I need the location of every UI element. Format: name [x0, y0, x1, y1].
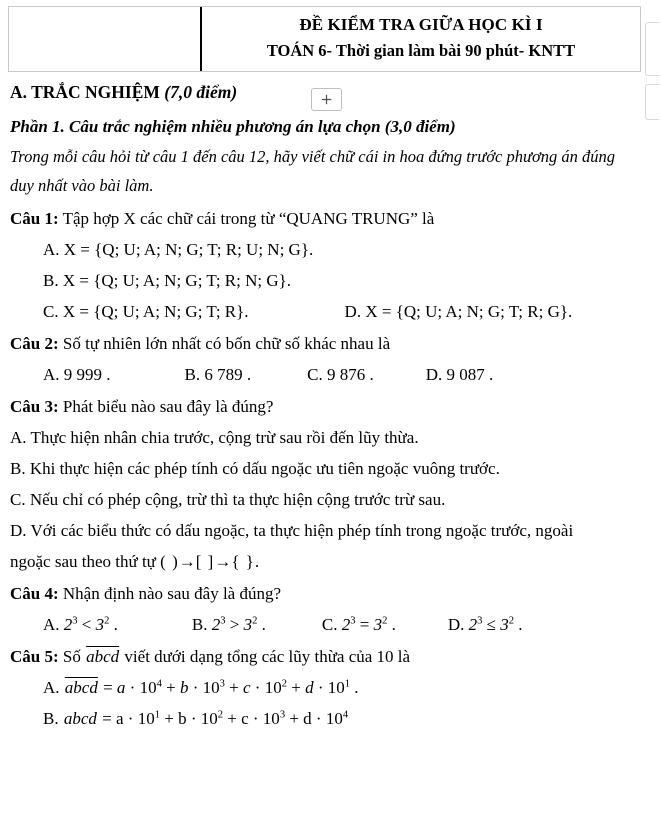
q5-a-end: . — [350, 677, 359, 697]
q5-a-equals: = — [98, 677, 117, 697]
q5-a-t2-coef: b — [179, 677, 189, 697]
q5-b-plus3: + — [285, 709, 304, 726]
opt-d-base1: 2 — [468, 614, 478, 634]
exam-subtitle: TOÁN 6- Thời gian làm bài 90 phút- KNTT — [266, 41, 576, 60]
q5-a-t1-base: 10 — [139, 677, 157, 697]
question-3-option-d-period: . — [254, 551, 260, 571]
header-cell-school — [9, 7, 202, 71]
question-4-option-a — [43, 616, 118, 633]
exam-body — [0, 72, 661, 726]
question-3-option-a: A. Thực hiện nhân chia trước, cộng trừ sau rồi đến lũy thừa. — [10, 427, 419, 447]
bracket-square: [ ] — [195, 551, 215, 571]
opt-c-base1: 2 — [341, 614, 351, 634]
part1-heading — [0, 118, 661, 135]
q5-a-t2-base: 10 — [202, 677, 220, 697]
question-4-text: Nhận định nào sau đây là đúng? — [58, 583, 282, 603]
q5-a-plus2: + — [224, 677, 243, 697]
opt-c-exp1: 3 — [350, 614, 356, 626]
question-4-stem — [0, 585, 661, 602]
question-1-options-cd — [0, 303, 661, 320]
opt-d-rel: ≤ — [482, 614, 501, 634]
q5-a-t1-coef: a — [116, 677, 126, 697]
question-2-option-b: B. 6 789 . — [184, 364, 252, 384]
section-a-points: (7,0 điểm) — [164, 82, 238, 102]
overline-variable-abcd: abcd — [86, 646, 120, 666]
question-3-option-d-line2 — [0, 553, 661, 570]
question-2-label: Câu 2: — [10, 333, 59, 353]
q5-b-plus2: + — [223, 709, 242, 726]
opt-b-rel: > — [225, 614, 244, 634]
question-1-option-d: D. X = {Q; U; A; N; G; T; R; G}. — [344, 301, 573, 321]
question-4-option-b — [192, 616, 266, 633]
section-a-heading — [0, 84, 661, 102]
question-1-label: Câu 1: — [10, 208, 59, 228]
question-2-stem — [0, 335, 661, 352]
q5-a-t1-exp: 4 — [156, 677, 162, 689]
opt-a-rel: < — [77, 614, 96, 634]
question-4-option-d — [448, 616, 523, 633]
bracket-round: ( ) — [160, 551, 179, 571]
question-1-option-a: A. X = {Q; U; A; N; G; T; R; U; N; G}. — [43, 239, 314, 259]
instruction-line-1: Trong mỗi câu hỏi từ câu 1 đến câu 12, hãy viết chữ cái in hoa đứng trước phương án đúng — [10, 146, 616, 166]
q5-b-t4-exp: 4 — [342, 709, 349, 720]
question-3-stem — [0, 398, 661, 415]
opt-d-suffix: . — [514, 614, 523, 634]
q5-b-equals: = — [97, 709, 116, 726]
q5-a-t3-coef: c — [242, 677, 251, 697]
question-2-option-a: A. 9 999 . — [43, 364, 111, 384]
instruction-line-2: duy nhất vào bài làm. — [10, 176, 154, 195]
question-5-label: Câu 5: — [10, 646, 59, 666]
question-4-option-c — [322, 616, 396, 633]
q5-a-t4-dot: · — [313, 677, 328, 697]
question-2-option-d: D. 9 087 . — [425, 364, 494, 384]
q5-a-plus3: + — [286, 677, 306, 697]
question-1-stem — [0, 210, 661, 227]
question-1-text: Tập hợp X các chữ cái trong từ “QUANG TRUNG” là — [58, 208, 435, 228]
question-2-options — [0, 366, 661, 383]
question-5-text-after: viết dưới dạng tổng các lũy thừa của 10 là — [120, 646, 411, 666]
q5-a-t3-base: 10 — [264, 677, 282, 697]
opt-a-base2: 3 — [95, 614, 105, 634]
q5-b-t1-exp: 1 — [154, 709, 160, 720]
part1-points: (3,0 điểm) — [384, 116, 456, 136]
arrow-icon-1: → — [178, 551, 196, 571]
question-4-options — [0, 616, 661, 633]
q5-a-t4-coef: d — [305, 677, 314, 697]
q5-b-plus1: + — [159, 709, 179, 726]
q5-a-t4-base: 10 — [327, 677, 345, 697]
q5-b-prefix: B. — [43, 709, 63, 726]
q5-a-t3-dot: · — [250, 677, 265, 697]
opt-a-base1: 2 — [63, 614, 73, 634]
question-2-option-c: C. 9 876 . — [307, 364, 374, 384]
question-1-option-b: B. X = {Q; U; A; N; G; T; R; N; G}. — [43, 270, 292, 290]
q5-a-t4-exp: 1 — [344, 677, 350, 689]
question-5-stem — [0, 648, 661, 665]
opt-c-rel: = — [355, 614, 374, 634]
opt-b-base1: 2 — [211, 614, 221, 634]
opt-b-exp2: 2 — [252, 614, 258, 626]
q5-b-t1: a · 10 — [115, 709, 155, 726]
question-3-option-d-prefix: ngoặc sau theo thứ tự — [10, 551, 161, 571]
question-4-label: Câu 4: — [10, 583, 59, 603]
q5-a-t1-dot: · — [125, 677, 140, 697]
q5-a-overline-var: abcd — [64, 677, 98, 697]
question-3-option-b: B. Khi thực hiện các phép tính có dấu ngoặc ưu tiên ngoặc vuông trước. — [10, 458, 500, 478]
header-cell-title — [202, 7, 640, 71]
q5-a-t2-exp: 3 — [219, 677, 225, 689]
question-2-text: Số tự nhiên lớn nhất có bốn chữ số khác nhau là — [58, 333, 391, 353]
q5-a-t3-exp: 2 — [281, 677, 287, 689]
opt-a-suffix: . — [109, 614, 118, 634]
question-3-option-d-line1: D. Với các biểu thức có dấu ngoặc, ta thực hiện phép tính trong ngoặc trước, ngoài — [10, 520, 574, 540]
q5-b-t4: d · 10 — [303, 709, 343, 726]
opt-d-prefix: D. — [447, 614, 469, 634]
question-5-option-a — [0, 679, 661, 696]
question-3-text: Phát biểu nào sau đây là đúng? — [58, 396, 274, 416]
exam-title: ĐỀ KIỂM TRA GIỮA HỌC KÌ I — [299, 15, 543, 34]
q5-b-t3-exp: 3 — [279, 709, 286, 720]
opt-d-base2: 3 — [500, 614, 509, 634]
q5-a-plus1: + — [161, 677, 180, 697]
opt-b-prefix: B. — [191, 614, 212, 634]
q5-a-t2-dot: · — [188, 677, 203, 697]
question-3-option-c: C. Nếu chỉ có phép cộng, trừ thì ta thực hiện cộng trước trừ sau. — [10, 489, 446, 509]
arrow-icon-2: → — [214, 551, 232, 571]
side-panel-chip-top — [645, 22, 659, 76]
opt-a-exp1: 3 — [72, 614, 78, 626]
opt-c-base2: 3 — [373, 614, 383, 634]
opt-c-prefix: C. — [321, 614, 342, 634]
bracket-curly: { } — [231, 551, 255, 571]
q5-b-t3: c · 10 — [241, 709, 280, 726]
opt-c-suffix: . — [387, 614, 396, 634]
opt-b-exp1: 3 — [220, 614, 226, 626]
opt-a-prefix: A. — [43, 614, 64, 634]
question-3-label: Câu 3: — [10, 396, 59, 416]
opt-d-exp1: 3 — [477, 614, 483, 626]
exam-header-table — [8, 6, 641, 72]
q5-b-t2-exp: 2 — [217, 709, 223, 720]
opt-c-exp2: 2 — [382, 614, 388, 626]
part1-label: Phần 1. Câu trắc nghiệm nhiều phương án lựa chọn — [10, 116, 385, 136]
opt-b-base2: 3 — [243, 614, 253, 634]
opt-b-suffix: . — [257, 614, 266, 634]
question-5-option-b-clipped — [0, 710, 661, 726]
question-1-option-c: C. X = {Q; U; A; N; G; T; R}. — [43, 301, 249, 321]
q5-a-prefix: A. — [43, 677, 64, 697]
opt-d-exp2: 2 — [508, 614, 514, 626]
section-a-label: A. TRẮC NGHIỆM — [10, 82, 165, 102]
opt-a-exp2: 2 — [104, 614, 110, 626]
q5-b-t2: b · 10 — [178, 709, 218, 726]
question-5-text-before: Số — [58, 646, 86, 666]
q5-b-overline-var: abcd — [63, 709, 97, 726]
